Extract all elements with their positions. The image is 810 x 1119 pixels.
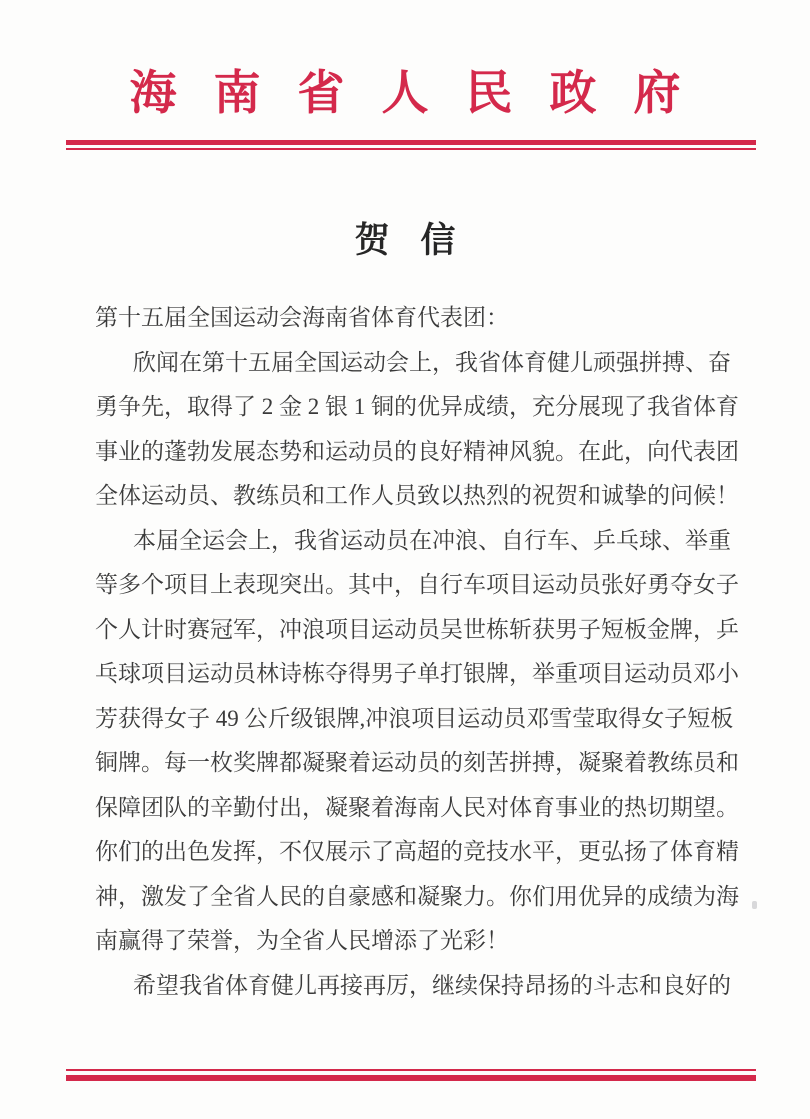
letter-body	[95, 296, 751, 1008]
letter-line: 芳获得女子 49 公斤级银牌,冲浪项目运动员邓雪莹取得女子短板	[95, 705, 734, 731]
letter-line: 等多个项目上表现突出。其中，自行车项目运动员张好勇夺女子	[95, 572, 739, 597]
letter-line: 事业的蓬勃发展态势和运动员的良好精神风貌。在此，向代表团	[95, 438, 739, 464]
letter-line: 欣闻在第十五届全国运动会上，我省体育健儿顽强拼搏、奋	[133, 349, 731, 375]
letter-line: 勇争先，取得了 2 金 2 银 1 铜的优异成绩，充分展现了我省体育	[95, 394, 739, 419]
letter-line: 乓球项目运动员林诗栋夺得男子单打银牌，举重项目运动员邓小	[95, 661, 739, 686]
letter-line: 神，激发了全省人民的自豪感和凝聚力。你们用优异的成绩为海	[95, 883, 739, 909]
letter-line: 铜牌。每一枚奖牌都凝聚着运动员的刻苦拼搏，凝聚着教练员和	[95, 750, 739, 775]
header-rule-thin	[66, 148, 756, 150]
letter-line: 个人计时赛冠军，冲浪项目运动员吴世栋斩获男子短板金牌，乒	[95, 616, 739, 642]
footer-rule-thick	[66, 1075, 756, 1081]
letter-line: 保障团队的辛勤付出，凝聚着海南人民对体育事业的热切期望。	[95, 794, 739, 820]
letter-line: 本届全运会上，我省运动员在冲浪、自行车、乒乓球、举重	[133, 527, 731, 553]
scan-speck	[752, 901, 757, 909]
letter-line: 全体运动员、教练员和工作人员致以热烈的祝贺和诚挚的问候！	[95, 483, 739, 508]
letterhead-org-name: 海南省人民政府	[129, 68, 718, 120]
header-rule-thick	[66, 140, 756, 145]
footer-rule-thin	[66, 1069, 756, 1071]
letter-line: 南赢得了荣誉，为全省人民增添了光彩！	[95, 928, 509, 953]
letter-line-salutation: 第十五届全国运动会海南省体育代表团：	[95, 305, 509, 330]
letter-line: 希望我省体育健儿再接再厉，继续保持昂扬的斗志和良好的	[133, 972, 731, 998]
document-title: 贺 信	[354, 221, 456, 260]
letter-line: 你们的出色发挥，不仅展示了高超的竞技水平，更弘扬了体育精	[95, 839, 739, 864]
